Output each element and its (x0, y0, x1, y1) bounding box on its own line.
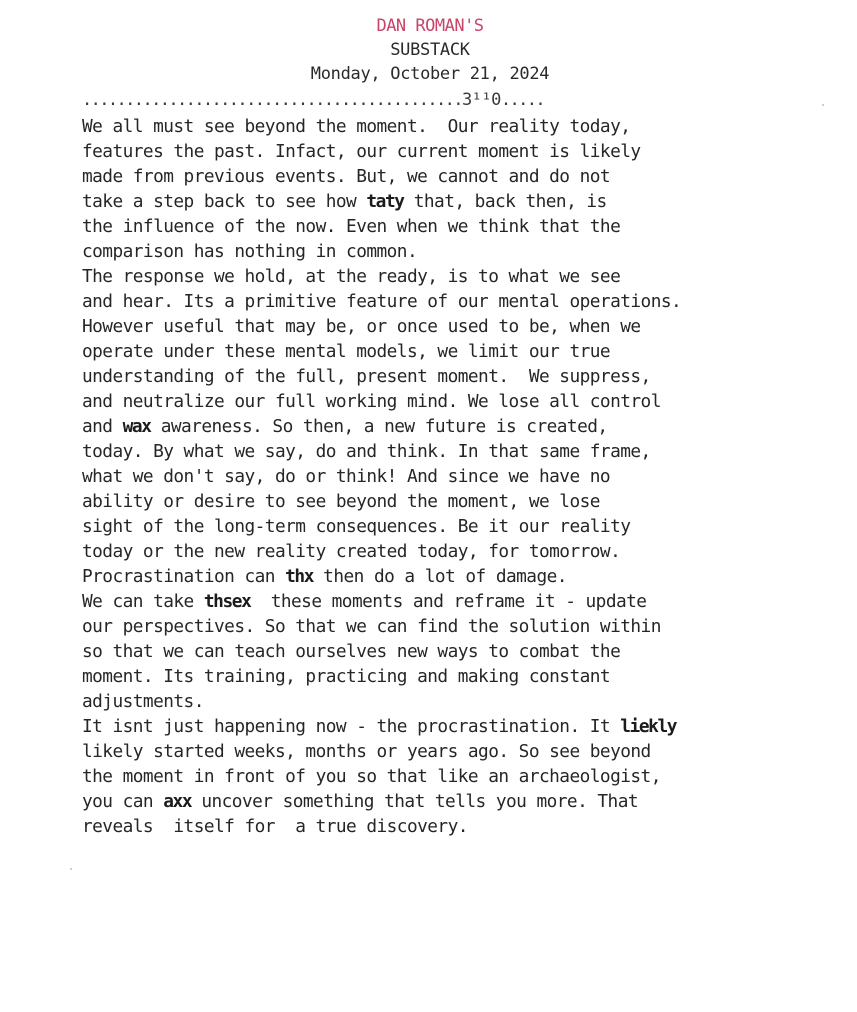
text-line (82, 689, 842, 714)
text-line (82, 764, 842, 789)
line-text: We all must see beyond the moment. Our reality today, (82, 116, 631, 137)
paper-speck (822, 104, 824, 106)
line-text-after: these moments and reframe it - update (250, 591, 647, 612)
text-line (82, 614, 842, 639)
text-line (82, 164, 842, 189)
line-text: and hear. Its a primitive feature of our mental operations. (82, 291, 682, 312)
line-text: However useful that may be, or once used to be, when we (82, 316, 641, 337)
struck-out-word: taty (366, 191, 404, 212)
line-text: so that we can teach ourselves new ways to combat the (82, 641, 621, 662)
text-line (82, 264, 842, 289)
line-text: and neutralize our full working mind. We lose all control (82, 391, 661, 412)
text-line (82, 514, 842, 539)
author-name: DAN ROMAN'S (376, 16, 484, 36)
line-text: the moment in front of you so that like an archaeologist, (82, 766, 661, 787)
rule-dots: ............................................ (82, 90, 462, 110)
line-text: reveals itself for a true discovery. (82, 816, 468, 837)
line-text-after: then do a lot of damage. (313, 566, 567, 587)
page-number: 3¹¹0 (461, 90, 501, 110)
line-text: the influence of the now. Even when we think that the (82, 216, 621, 237)
paper-speck (70, 868, 72, 870)
text-line (82, 339, 842, 364)
text-line (82, 489, 842, 514)
line-text: take a step back to see how (82, 191, 367, 212)
line-text: likely started weeks, months or years ago. So see beyond (82, 741, 651, 762)
text-line (82, 464, 842, 489)
line-text: understanding of the full, present moment. We suppress, (82, 366, 651, 387)
text-line (82, 389, 842, 414)
line-text: sight of the long-term consequences. Be it our reality (82, 516, 631, 537)
line-text: The response we hold, at the ready, is to what we see (82, 266, 621, 287)
line-text: features the past. Infact, our current moment is likely (82, 141, 641, 162)
text-line (82, 589, 842, 614)
essay-body (82, 114, 842, 839)
struck-out-word: thsex (203, 591, 251, 612)
line-text: It isnt just happening now - the procrastination. It (82, 716, 621, 737)
struck-out-word: wax (122, 416, 151, 437)
text-line (82, 364, 842, 389)
text-line (82, 189, 842, 214)
post-date: Monday, October 21, 2024 (310, 64, 550, 84)
text-line (82, 639, 842, 664)
line-text: today or the new reality created today, for tomorrow. (82, 541, 621, 562)
line-text: ability or desire to see beyond the moment, we lose (82, 491, 600, 512)
line-text-after: uncover something that tells you more. That (191, 791, 639, 812)
rule-trail: ..... (500, 90, 545, 110)
line-text: Procrastination can (82, 566, 286, 587)
page-header (0, 14, 857, 86)
text-line (82, 214, 842, 239)
text-line (82, 789, 842, 814)
publication-name: SUBSTACK (390, 40, 470, 60)
struck-out-word: liekly (620, 716, 677, 737)
line-text: We can take (82, 591, 204, 612)
text-line (82, 739, 842, 764)
text-line (82, 139, 842, 164)
line-text: operate under these mental models, we limit our true (82, 341, 611, 362)
line-text: moment. Its training, practicing and making constant (82, 666, 611, 687)
text-line (82, 714, 842, 739)
line-text: comparison has nothing in common. (82, 241, 418, 262)
line-text: our perspectives. So that we can find the solution within (82, 616, 661, 637)
line-text-after: that, back then, is (403, 191, 607, 212)
text-line (82, 664, 842, 689)
struck-out-word: axx (163, 791, 192, 812)
text-line (82, 539, 842, 564)
line-text: what we don't say, do or think! And since we have no (82, 466, 611, 487)
text-line (82, 114, 842, 139)
text-line (82, 814, 842, 839)
text-line (82, 564, 842, 589)
line-text: and (82, 416, 123, 437)
text-line (82, 414, 842, 439)
dotted-rule (82, 88, 827, 112)
text-line (82, 289, 842, 314)
text-line (82, 439, 842, 464)
struck-out-word: thx (285, 566, 314, 587)
line-text-after: awareness. So then, a new future is created, (150, 416, 608, 437)
text-line (82, 314, 842, 339)
line-text: adjustments. (82, 691, 204, 712)
line-text: today. By what we say, do and think. In that same frame, (82, 441, 651, 462)
line-text: made from previous events. But, we cannot and do not (82, 166, 611, 187)
line-text: you can (82, 791, 164, 812)
text-line (82, 239, 842, 264)
